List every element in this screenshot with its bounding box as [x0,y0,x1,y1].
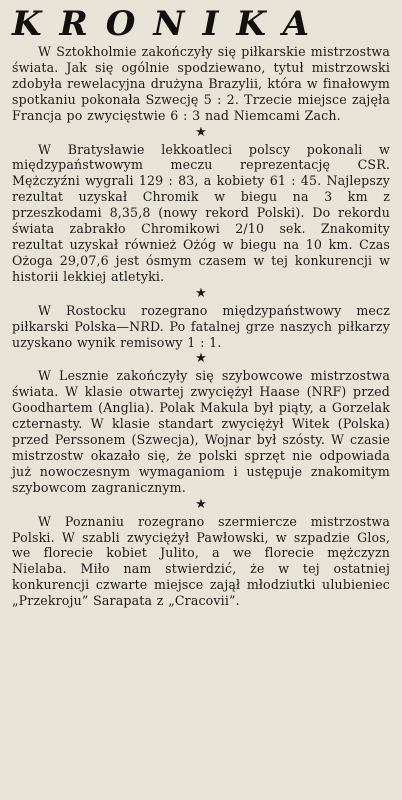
star-separator: ★ [195,496,207,512]
news-item-athletics-bratislava: W Bratysławie lekkoatleci polscy pokonali w międzypaństwowym meczu reprezentację CSR. Mężczyźni wygrali 129 : 83, a kobiety 61 : 45. Najlepszy rezultat uzyskał Chromik w biegu na 3 km z przeszkodami 8,35,8 (nowy rekord Polski). Do rekordu świata zabrakło Chromikowi 2/10 sek. Znakomity rezultat uzyskał również Ożóg w biegu na 10 km. Czas Ożoga 29,07,6 jest ósmym czasem w tej konkurencji w historii lekkiej atletyki. [12,141,390,284]
star-separator: ★ [195,351,207,367]
column-title: KRONIKA [12,4,327,44]
news-item-football-world-cup: W Sztokholmie zakończyły się piłkarskie mistrzostwa świata. Jak się ogólnie spodziewano, tytuł mistrzowski zdobyła rewelacyjna drużyna Brazylii, która w finałowym spotkaniu pokonała Szwecję 5 : 2. Trzecie miejsce zajęła Francja po zwycięstwie 6 : 3 nad Niemcami Zach. [12,44,390,123]
news-item-gliding-leszno: W Lesznie zakończyły się szybowcowe mistrzostwa świata. W klasie otwartej zwyciężył Haase (NRF) przed Goodhartem (Anglia). Polak Makula był piąty, a Gorzelak czternasty. W klasie standart zwyciężył Witek (Polska) przed Perssonem (Szwecja), Wojnar był szósty. W czasie mistrzostw okazało się, że polski sprzęt nie odpowiada już nowoczesnym wymaganiom i ustępuje znakomitym szybowcom zagranicznym. [12,368,390,495]
news-item-fencing-poznan: W Poznaniu rozegrano szermiercze mistrzostwa Polski. W szabli zwyciężył Pawłowski, w szpadzie Glos, we florecie kobiet Julito, a we florecie mężczyzn Nielaba. Miło nam stwierdzić, że w tej ostatniej konkurencji czwarte miejsce zajął młodziutki ulubieniec „Przekroju” Sarapata z „Cracovii”. [12,513,390,609]
star-separator: ★ [195,124,207,140]
news-item-football-rostock: W Rostocku rozegrano międzypaństwowy mecz piłkarski Polska—NRD. Po fatalnej grze naszych piłkarzy uzyskano wynik remisowy 1 : 1. [12,302,390,350]
star-separator: ★ [195,285,207,301]
